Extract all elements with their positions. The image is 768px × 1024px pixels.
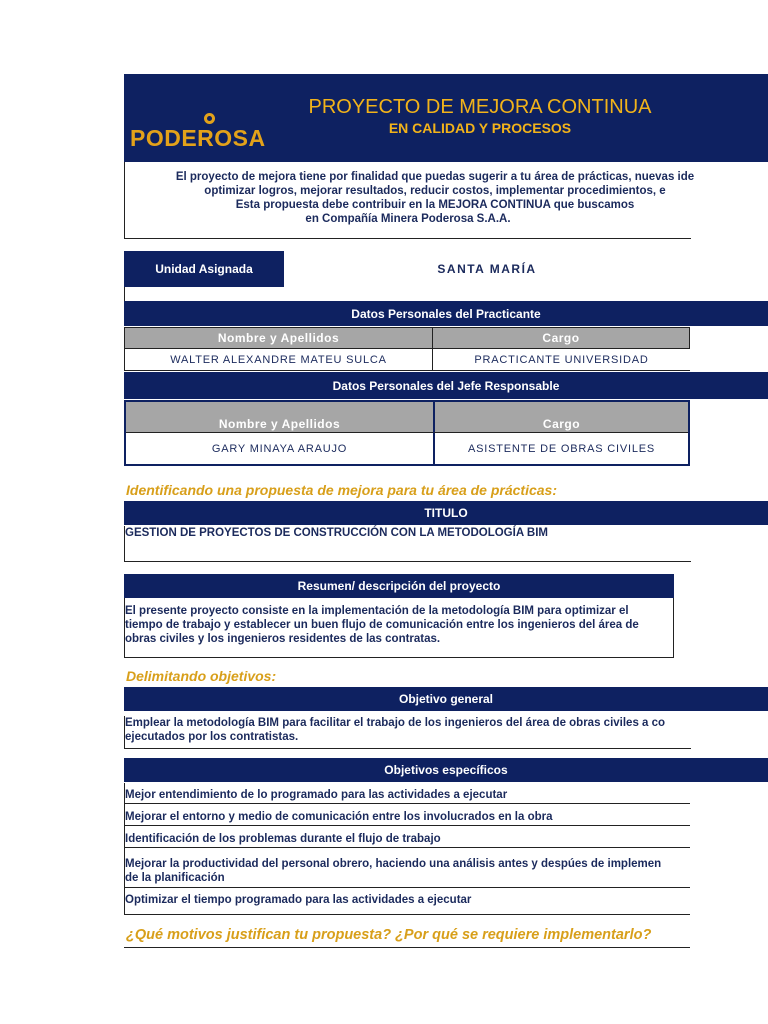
propuesta-section-title: Identificando una propuesta de mejora para tu área de prácticas: (126, 482, 558, 498)
jefe-col-name: Nombre y Apellidos (126, 402, 433, 432)
objetivo-general-text[interactable]: Emplear la metodología BIM para facilitar el trabajo de los ingenieros del área de obras civiles a co ejecutados por los contratistas. (124, 716, 691, 749)
motivos-section-title: ¿Qué motivos justifican tu propuesta? ¿Por qué se requiere implementarlo? (126, 927, 652, 943)
company-logo (130, 112, 266, 152)
jefe-role[interactable]: ASISTENTE DE OBRAS CIVILES (433, 432, 688, 464)
sun-icon (204, 113, 215, 124)
intro-line-1: El proyecto de mejora tiene por finalidad que puedas sugerir a tu área de prácticas, nuevas ide (175, 171, 695, 183)
practicante-heading: Datos Personales del Practicante (124, 301, 768, 326)
jefe-heading: Datos Personales del Jefe Responsable (124, 372, 768, 399)
practicante-col-name: Nombre y Apellidos (124, 327, 433, 349)
intro-line-2: optimizar logros, mejorar resultados, reducir costos, implementar procedimientos, e (204, 185, 666, 197)
intro-line-4: en Compañía Minera Poderosa S.A.A. (305, 213, 511, 225)
titulo-label: TITULO (124, 501, 768, 525)
objetivo-general-label: Objetivo general (124, 687, 768, 711)
practicante-role[interactable]: PRACTICANTE UNIVERSIDAD (433, 349, 690, 371)
unit-spacer (124, 287, 691, 302)
objetivo-especifico-4[interactable]: Mejorar la productividad del personal obrero, haciendo una análisis antes y despúes de implemen de la planificación (124, 848, 690, 888)
resumen-label: Resumen/ descripción del proyecto (124, 574, 674, 598)
practicante-name[interactable]: WALTER ALEXANDRE MATEU SULCA (124, 349, 433, 371)
titulo-value[interactable]: GESTION DE PROYECTOS DE CONSTRUCCIÓN CON LA METODOLOGÍA BIM (124, 526, 691, 562)
objetivos-especificos-label: Objetivos específicos (124, 758, 768, 782)
intro-box (124, 162, 695, 239)
page-subtitle: EN CALIDAD Y PROCESOS (388, 120, 572, 136)
jefe-col-role: Cargo (433, 402, 688, 432)
unit-label: Unidad Asignada (124, 251, 284, 287)
intro-line-3: Esta propuesta debe contribuir en la MEJORA CONTINUA que buscamos (235, 199, 635, 211)
unit-value[interactable]: SANTA MARÍA (437, 262, 537, 276)
motivos-divider (124, 947, 690, 948)
objetivo-especifico-5[interactable]: Optimizar el tiempo programado para las actividades a ejecutar (124, 888, 690, 915)
jefe-name[interactable]: GARY MINAYA ARAUJO (126, 432, 433, 464)
objetivo-especifico-1[interactable]: Mejor entendimiento de lo programado para las actividades a ejecutar (124, 783, 690, 804)
page-title: PROYECTO DE MEJORA CONTINUA (308, 96, 652, 118)
objetivos-section-title: Delimitando objetivos: (126, 668, 277, 684)
logo-text: PODEROSA (130, 125, 266, 151)
resumen-text[interactable]: El presente proyecto consiste en la implementación de la metodología BIM para optimizar el tiempo de trabajo y establecer un buen flujo de comunicación entre los ingenieros del área de obras civiles y los ingenieros residentes de las contratas. (124, 598, 674, 658)
objetivo-especifico-2[interactable]: Mejorar el entorno y medio de comunicación entre los involucrados en la obra (124, 804, 690, 826)
objetivo-especifico-3[interactable]: Identificación de los problemas durante el flujo de trabajo (124, 826, 690, 848)
practicante-col-role: Cargo (433, 327, 690, 349)
